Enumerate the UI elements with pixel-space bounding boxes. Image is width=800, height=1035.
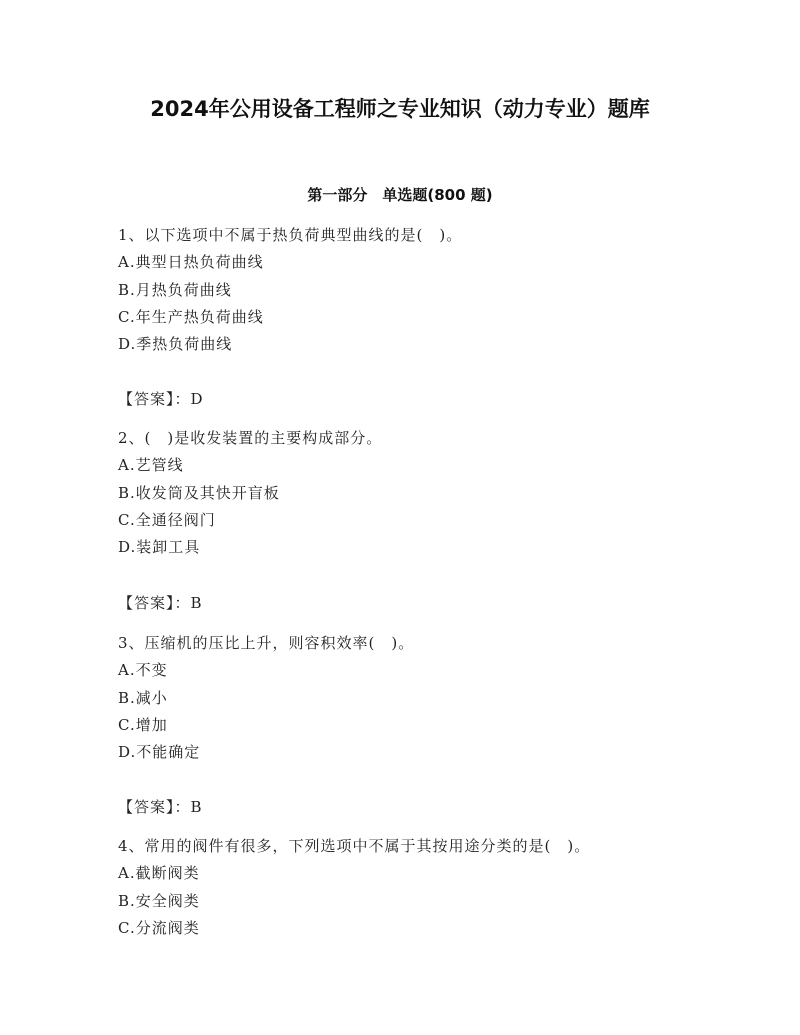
answer-2: 【答案】：B (118, 594, 203, 612)
option-a: A.截断阀类 (118, 864, 200, 883)
option-c: C.增加 (118, 715, 168, 734)
option-d: D.装卸工具 (118, 538, 201, 557)
answer-3: 【答案】：B (118, 798, 203, 816)
option-d: D.不能确定 (118, 743, 201, 762)
question-stem: 3、压缩机的压比上升，则容积效率( )。 (118, 634, 415, 652)
question-2 (118, 425, 718, 561)
question-3 (118, 630, 718, 766)
question-1 (118, 222, 718, 358)
question-stem: 1、以下选项中不属于热负荷典型曲线的是( )。 (118, 226, 463, 244)
question-stem: 4、常用的阀件有很多，下列选项中不属于其按用途分类的是( )。 (118, 837, 591, 855)
option-b: B.月热负荷曲线 (118, 280, 232, 299)
option-c: C.全通径阀门 (118, 510, 216, 529)
option-c: C.年生产热负荷曲线 (118, 307, 264, 326)
option-d: D.季热负荷曲线 (118, 335, 233, 354)
option-a: A.典型日热负荷曲线 (118, 253, 264, 272)
section-heading: 第一部分 单选题(800 题) (307, 186, 493, 204)
option-b: B.安全阀类 (118, 891, 200, 910)
option-b: B.减小 (118, 688, 168, 707)
document-title: 2024年公用设备工程师之专业知识（动力专业）题库 (150, 97, 650, 121)
answer-1: 【答案】：D (118, 390, 204, 408)
option-a: A.不变 (118, 661, 168, 680)
option-b: B.收发筒及其快开盲板 (118, 483, 280, 502)
option-a: A.艺管线 (118, 456, 184, 475)
option-c: C.分流阀类 (118, 918, 200, 937)
question-stem: 2、( )是收发装置的主要构成部分。 (118, 429, 383, 447)
question-4 (118, 833, 718, 942)
